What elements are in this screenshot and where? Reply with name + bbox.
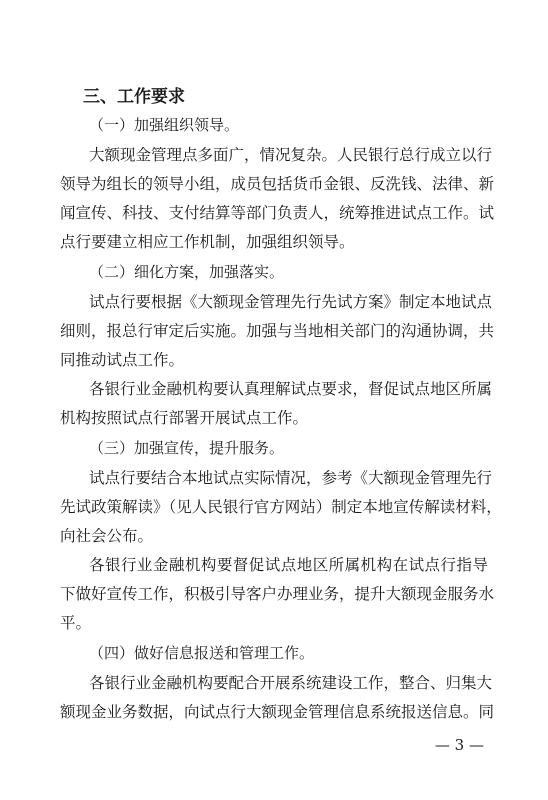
- paragraph-line: 先试政策解读》（见人民银行官方网站）制定本地宣传解读材料，: [60, 498, 502, 516]
- paragraph-line: 额现金业务数据，向试点行大额现金管理信息系统报送信息。同: [60, 703, 495, 721]
- subheading-2: （二）细化方案，加强落实。: [89, 263, 285, 281]
- page-number: — 3 —: [434, 736, 484, 754]
- paragraph-line: 试点行要根据《大额现金管理先行先试方案》制定本地试点: [89, 293, 493, 311]
- paragraph-line: 试点行要结合本地试点实际情况，参考《大额现金管理先行: [89, 469, 493, 487]
- subheading-1: （一）加强组织领导。: [89, 116, 240, 134]
- paragraph-line: 各银行业金融机构要认真理解试点要求，督促试点地区所属: [89, 380, 493, 398]
- section-title: 三、工作要求: [83, 87, 185, 107]
- paragraph-line: 机构按照试点行部署开展试点工作。: [60, 409, 309, 427]
- paragraph-line: 向社会公布。: [60, 527, 154, 545]
- paragraph-line: 闻宣传、科技、支付结算等部门负责人，统筹推进试点工作。试: [60, 204, 495, 222]
- paragraph-line: 领导为组长的领导小组，成员包括货币金银、反洗钱、法律、新: [60, 175, 495, 193]
- paragraph-line: 下做好宣传工作，积极引导客户办理业务，提升大额现金服务水: [60, 585, 495, 603]
- subheading-3: （三）加强宣传，提升服务。: [89, 439, 285, 457]
- paragraph-line: 各银行业金融机构要配合开展系统建设工作，整合、归集大: [89, 674, 493, 692]
- paragraph-line: 平。: [60, 614, 92, 632]
- paragraph-line: 点行要建立相应工作机制，加强组织领导。: [60, 233, 355, 251]
- paragraph-line: 大额现金管理点多面广，情况复杂。人民银行总行成立以行: [89, 146, 493, 164]
- paragraph-line: 细则，报总行审定后实施。加强与当地相关部门的沟通协调，共: [60, 322, 495, 340]
- subheading-4: （四）做好信息报送和管理工作。: [89, 644, 315, 662]
- paragraph-line: 同推动试点工作。: [60, 351, 185, 369]
- paragraph-line: 各银行业金融机构要督促试点地区所属机构在试点行指导: [89, 556, 488, 574]
